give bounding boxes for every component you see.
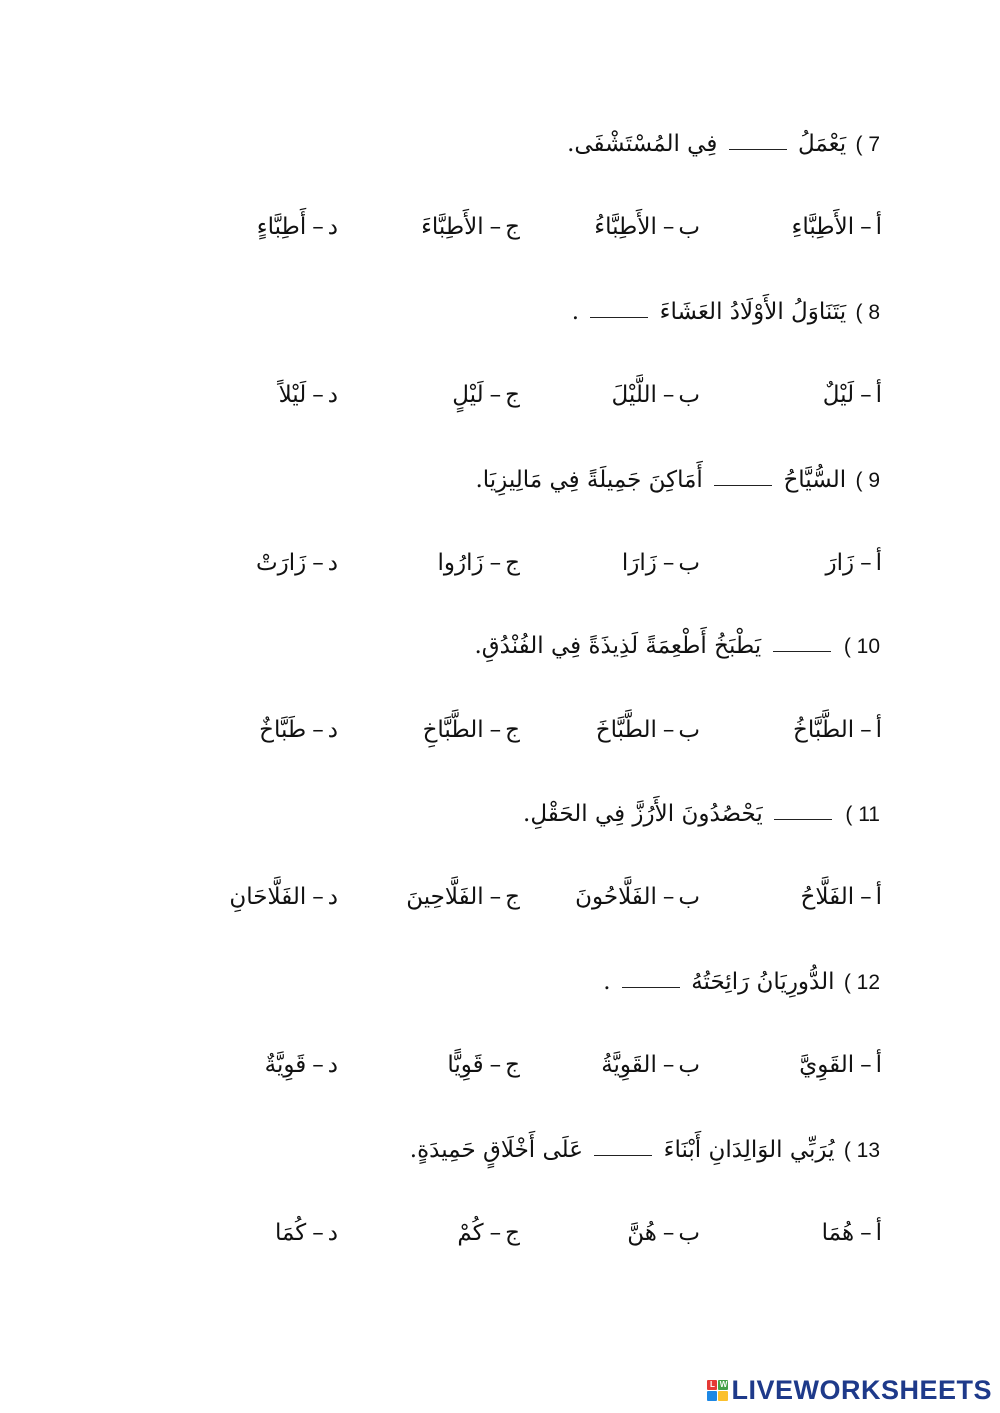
options-row-8 [0,375,1000,415]
option-dash: – [860,717,872,743]
answer-blank[interactable] [622,979,680,988]
option-letter: ب [678,550,700,576]
option-text: الفَلَّاحُ [800,884,855,910]
options-row-10 [0,710,1000,750]
option-dash: – [662,1052,675,1078]
question-number: 8 ) [855,301,880,324]
option-letter: ج [505,214,520,240]
option-dash: – [860,1052,872,1078]
option-text: هُمَا [821,1220,855,1246]
option-letter: ب [678,717,700,743]
option-text: الفَلَّاحُونَ [575,884,657,910]
option-d[interactable] [108,1045,338,1085]
option-letter: ج [505,717,520,743]
question-text-after: يَحْصُدُونَ الأَرُزَّ فِي الحَقْلِ. [523,801,763,827]
options-row-12 [0,1045,1000,1085]
option-dash: – [489,382,502,408]
question-13 [120,1130,880,1171]
brand-name: LIVEWORKSHEETS [731,1374,992,1405]
option-dash: – [312,214,324,240]
option-text: الفَلَّاحَانِ [229,884,307,910]
option-text: الأَطِبَّاءِ [791,214,855,240]
option-dash: – [662,214,675,240]
option-letter: د [327,214,338,240]
option-dash: – [662,717,675,743]
question-12 [120,962,880,1003]
option-letter: ج [505,382,520,408]
option-d[interactable] [108,543,338,583]
options-row-11 [0,877,1000,917]
question-text-after: . [603,969,611,995]
question-text-before: السُّيَّاحُ [783,467,847,493]
option-text: الفَلَّاحِينَ [406,884,484,910]
liveworksheets-icon: L W [707,1380,728,1401]
option-dash: – [860,550,872,576]
option-d[interactable] [108,710,338,750]
option-text: زَارُوا [437,550,484,576]
option-d[interactable] [108,1213,338,1253]
option-letter: ب [678,1220,700,1246]
answer-blank[interactable] [590,309,648,318]
option-text: الأَطِبَّاءُ [594,214,657,240]
answer-blank[interactable] [773,643,831,652]
option-letter: ب [678,382,700,408]
option-letter: د [327,884,338,910]
option-text: لَيْلاً [278,382,307,408]
option-dash: – [860,382,872,408]
question-number: 13 ) [843,1139,880,1162]
option-dash: – [860,214,872,240]
option-letter: أ [875,214,882,240]
option-text: لَيْلٍ [452,382,484,408]
option-text: القَوِيَّ [799,1052,855,1078]
option-letter: ج [505,884,520,910]
answer-blank[interactable] [594,1147,652,1156]
option-dash: – [662,884,675,910]
option-text: هُنَّ [627,1220,657,1246]
question-text-after: فِي المُسْتَشْفَى. [567,131,718,157]
options-row-7 [0,207,1000,247]
option-dash: – [312,884,324,910]
option-letter: ب [678,214,700,240]
option-dash: – [662,382,675,408]
question-number: 7 ) [855,133,880,156]
question-text-before: الدُّورِيَانُ رَائِحَتُهُ [691,969,835,995]
question-8 [120,292,880,333]
option-text: زَارَتْ [255,550,307,576]
option-dash: – [489,717,502,743]
option-text: الأَطِبَّاءَ [421,214,484,240]
option-letter: ج [505,1052,520,1078]
option-text: طَبَّاخٌ [259,717,307,743]
question-text-after: عَلَى أَخْلَاقٍ حَمِيدَةٍ. [409,1137,583,1163]
option-dash: – [312,550,324,576]
option-letter: ب [678,884,700,910]
question-9 [120,460,880,501]
option-letter: أ [875,1220,882,1246]
option-text: الطَّبَّاخِ [422,717,484,743]
question-text-after: أَمَاكِنَ جَمِيلَةً فِي مَالِيزِيَا. [475,467,703,493]
option-dash: – [312,382,324,408]
options-row-9 [0,543,1000,583]
question-text-before: يَعْمَلُ [797,131,847,157]
option-dash: – [489,550,502,576]
answer-blank[interactable] [714,477,772,486]
option-dash: – [312,1220,324,1246]
answer-blank[interactable] [774,811,832,820]
option-text: قَوِيًّا [447,1052,484,1078]
option-letter: ج [505,1220,520,1246]
question-10 [120,626,880,667]
option-dash: – [860,1220,872,1246]
option-text: الطَّبَّاخُ [793,717,855,743]
option-text: زَارَا [621,550,657,576]
question-number: 9 ) [855,469,880,492]
option-letter: د [327,382,338,408]
option-dash: – [662,1220,675,1246]
question-number: 10 ) [843,635,880,658]
question-11 [120,794,880,835]
option-d[interactable] [108,207,338,247]
question-text-after: . [571,299,579,325]
option-d[interactable] [108,375,338,415]
option-dash: – [489,1220,502,1246]
option-letter: د [327,1220,338,1246]
option-dash: – [312,717,324,743]
option-text: كُمْ [457,1220,484,1246]
option-text: الطَّبَّاخَ [595,717,657,743]
option-letter: ب [678,1052,700,1078]
option-letter: د [327,717,338,743]
options-row-13 [0,1213,1000,1253]
option-d[interactable] [108,877,338,917]
option-letter: أ [875,550,882,576]
question-text-before: يُرَبِّي الوَالِدَانِ أَبْنَاءَ [663,1137,835,1163]
liveworksheets-logo[interactable] [707,1375,992,1405]
answer-blank[interactable] [729,141,787,150]
option-text: اللَّيْلَ [611,382,657,408]
option-dash: – [860,884,872,910]
option-dash: – [489,884,502,910]
option-dash: – [662,550,675,576]
question-text-after: يَطْبَخُ أَطْعِمَةً لَذِيذَةً فِي الفُنْدُقِ. [474,633,762,659]
option-dash: – [489,1052,502,1078]
option-letter: أ [875,884,882,910]
option-letter: د [327,550,338,576]
question-7 [120,124,880,165]
option-text: زَارَ [825,550,855,576]
option-dash: – [312,1052,324,1078]
option-letter: أ [875,382,882,408]
option-text: كُمَا [274,1220,307,1246]
option-letter: د [327,1052,338,1078]
question-number: 12 ) [843,971,880,994]
option-dash: – [489,214,502,240]
option-text: أَطِبَّاءٍ [256,214,307,240]
option-letter: أ [875,1052,882,1078]
option-text: القَوِيَّةُ [601,1052,657,1078]
option-text: لَيْلٌ [822,382,855,408]
option-letter: ج [505,550,520,576]
option-text: قَوِيَّةٌ [264,1052,307,1078]
question-text-before: يَتَنَاوَلُ الأَوْلَادُ العَشَاءَ [659,299,847,325]
option-letter: أ [875,717,882,743]
question-number: 11 ) [845,803,880,826]
